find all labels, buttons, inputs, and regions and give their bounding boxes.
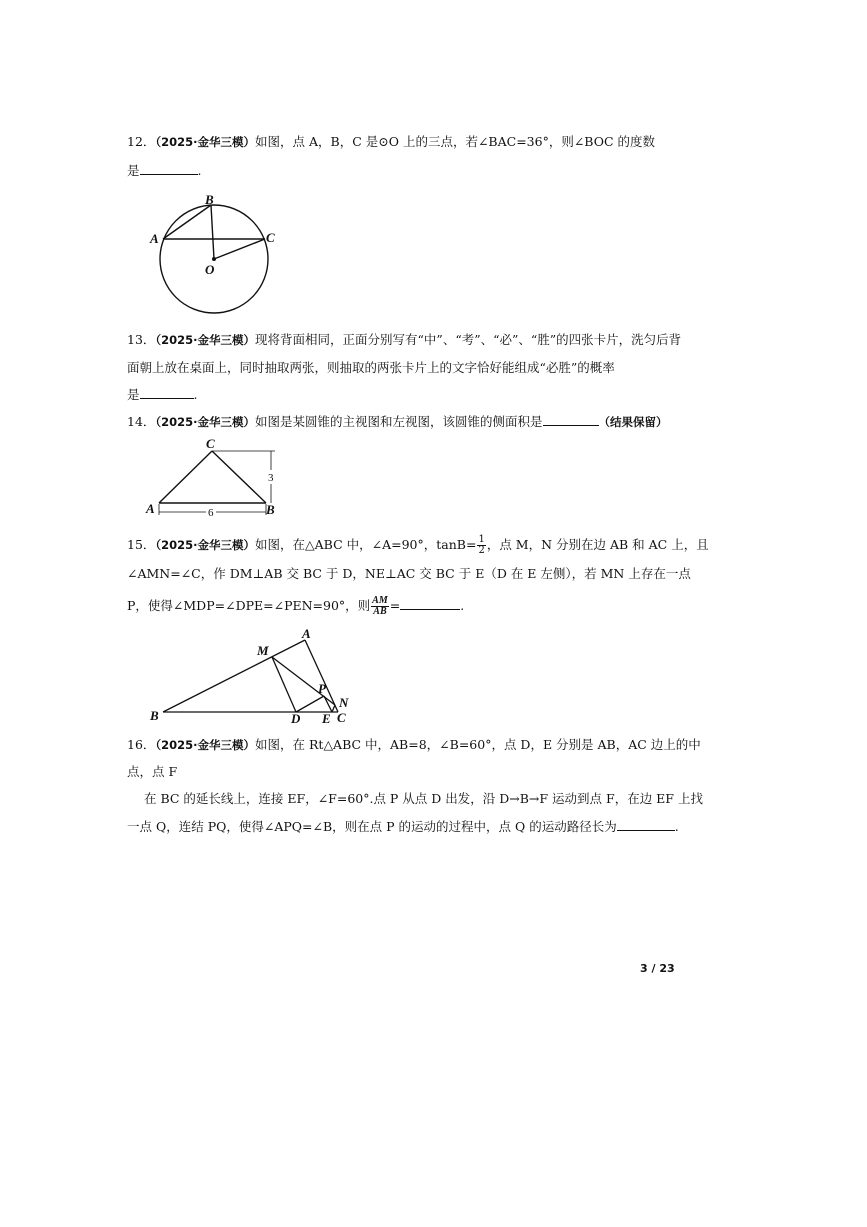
q15-triangle-figure <box>145 624 365 728</box>
q12-label-a: A <box>150 231 159 246</box>
q14-height-label: 3 <box>268 472 274 484</box>
q15-segment-ne <box>332 705 335 712</box>
q13-end: . <box>193 387 198 402</box>
q15-ratio-fraction <box>371 596 389 617</box>
q12-label-o: O <box>205 262 215 277</box>
q15-line1 <box>127 534 709 556</box>
q12-segment-oc <box>214 239 265 259</box>
q15-text1b: ，点 M，N 分别在边 AB 和 AC 上，且 <box>486 537 709 552</box>
q12-circle-figure <box>140 190 290 320</box>
q13-text2: 面朝上放在桌面上，同时抽取两张，则抽取的两张卡片上的文字恰好能组成“必胜”的概率 <box>127 360 615 375</box>
q12-text2: 是 <box>127 163 140 178</box>
q15-side-ac <box>305 640 338 712</box>
q12-segment-ab <box>163 205 211 239</box>
q15-label-e: E <box>322 711 331 726</box>
q13-line3 <box>127 386 687 403</box>
q15-line2 <box>127 566 691 582</box>
q15-label-d: D <box>291 711 301 726</box>
q12-center-dot <box>212 257 216 261</box>
q15-text3b: = <box>389 598 401 613</box>
q16-line3 <box>144 791 704 807</box>
q15-label-n: N <box>339 695 349 710</box>
q14-number: 14． <box>127 414 156 429</box>
q15-segment-pe <box>324 696 332 712</box>
q15-segment-md <box>272 657 296 712</box>
q15-segment-dp <box>296 696 324 712</box>
q15-source: （2025·金华三模） <box>155 538 256 552</box>
q12-line2 <box>127 162 687 179</box>
q12-end: . <box>197 163 202 178</box>
q14-cone-view-figure <box>143 434 293 520</box>
q14-label-b: B <box>266 502 275 517</box>
q12-label-c: C <box>266 230 275 245</box>
q13-text3: 是 <box>127 387 140 402</box>
q14-side-cb <box>212 451 266 503</box>
q16-text1: 如图，在 Rt△ABC 中，AB=8，∠B=60°，点 D，E 分别是 AB，AC 边上的中 <box>255 737 701 752</box>
q13-line2 <box>127 360 687 376</box>
q16-source: （2025·金华三模） <box>155 738 256 752</box>
q14-source: （2025·金华三模） <box>155 415 256 429</box>
q15-end: . <box>460 598 465 613</box>
q13-text1: 现将背面相同，正面分别写有“中”、“考”、“必”、“胜”的四张卡片，洗匀后背 <box>255 332 682 347</box>
q16-text2: 点，点 F <box>127 764 178 779</box>
q15-label-p: P <box>318 681 326 696</box>
q16-text4: 一点 Q，连结 PQ，使得∠APQ=∠B，则在点 P 的运动的过程中，点 Q 的运动路径长为 <box>127 819 617 834</box>
q14-line1 <box>127 413 687 430</box>
q12-label-b: B <box>205 192 214 207</box>
q16-answer-blank[interactable] <box>617 818 675 831</box>
q15-text3a: P，使得∠MDP=∠DPE=∠PEN=90°，则 <box>127 598 371 613</box>
q15-label-a: A <box>302 626 311 641</box>
q12-source: （2025·金华三模） <box>155 135 256 149</box>
q15-label-c: C <box>337 710 346 725</box>
q13-source: （2025·金华三模） <box>155 333 256 347</box>
q15-ratio-numerator: AM <box>372 595 388 606</box>
q15-tan-fraction <box>477 535 485 556</box>
q15-label-m: M <box>257 643 269 658</box>
q14-label-c: C <box>206 436 215 451</box>
q15-tan-numerator: 1 <box>478 534 485 545</box>
q16-end: . <box>674 819 679 834</box>
q12-line1 <box>127 134 687 150</box>
q13-line1 <box>127 332 687 348</box>
q15-text2: ∠AMN=∠C，作 DM⊥AB 交 BC 于 D，NE⊥AC 交 BC 于 E（D 在 E 左侧），若 MN 上存在一点 <box>127 566 691 581</box>
q12-segment-bo <box>211 205 214 259</box>
q16-text3: 在 BC 的延长线上，连接 EF，∠F=60°.点 P 从点 D 出发，沿 D→B→F 运动到点 F，在边 EF 上找 <box>144 791 703 806</box>
q12-answer-blank[interactable] <box>140 162 198 175</box>
q15-label-b: B <box>150 708 159 723</box>
q16-line4 <box>127 818 687 835</box>
q13-number: 13． <box>127 332 156 347</box>
q15-answer-blank[interactable] <box>400 597 460 610</box>
q15-side-ba <box>163 640 305 712</box>
q14-side-ac <box>159 451 212 503</box>
q14-label-a: A <box>146 501 155 516</box>
q16-number: 16． <box>127 737 156 752</box>
q13-answer-blank[interactable] <box>140 386 194 399</box>
q14-width-label: 6 <box>208 507 214 519</box>
q15-ratio-denominator: AB <box>373 606 387 617</box>
q15-tan-denominator: 2 <box>478 545 485 556</box>
q14-answer-blank[interactable] <box>543 413 599 426</box>
q15-number: 15． <box>127 537 156 552</box>
q16-line1 <box>127 737 701 753</box>
q14-text1: 如图是某圆锥的主视图和左视图，该圆锥的侧面积是 <box>255 414 543 429</box>
q16-line2 <box>127 764 687 780</box>
q14-text-after: （结果保留） <box>598 415 668 429</box>
q12-number: 12． <box>127 134 156 149</box>
q15-text1a: 如图，在△ABC 中，∠A=90°，tanB= <box>255 537 477 552</box>
page-number: 3 / 23 <box>640 962 675 975</box>
q15-line3 <box>127 596 687 617</box>
q12-text1: 如图，点 A，B，C 是⊙O 上的三点，若∠BAC=36°，则∠BOC 的度数 <box>255 134 656 149</box>
